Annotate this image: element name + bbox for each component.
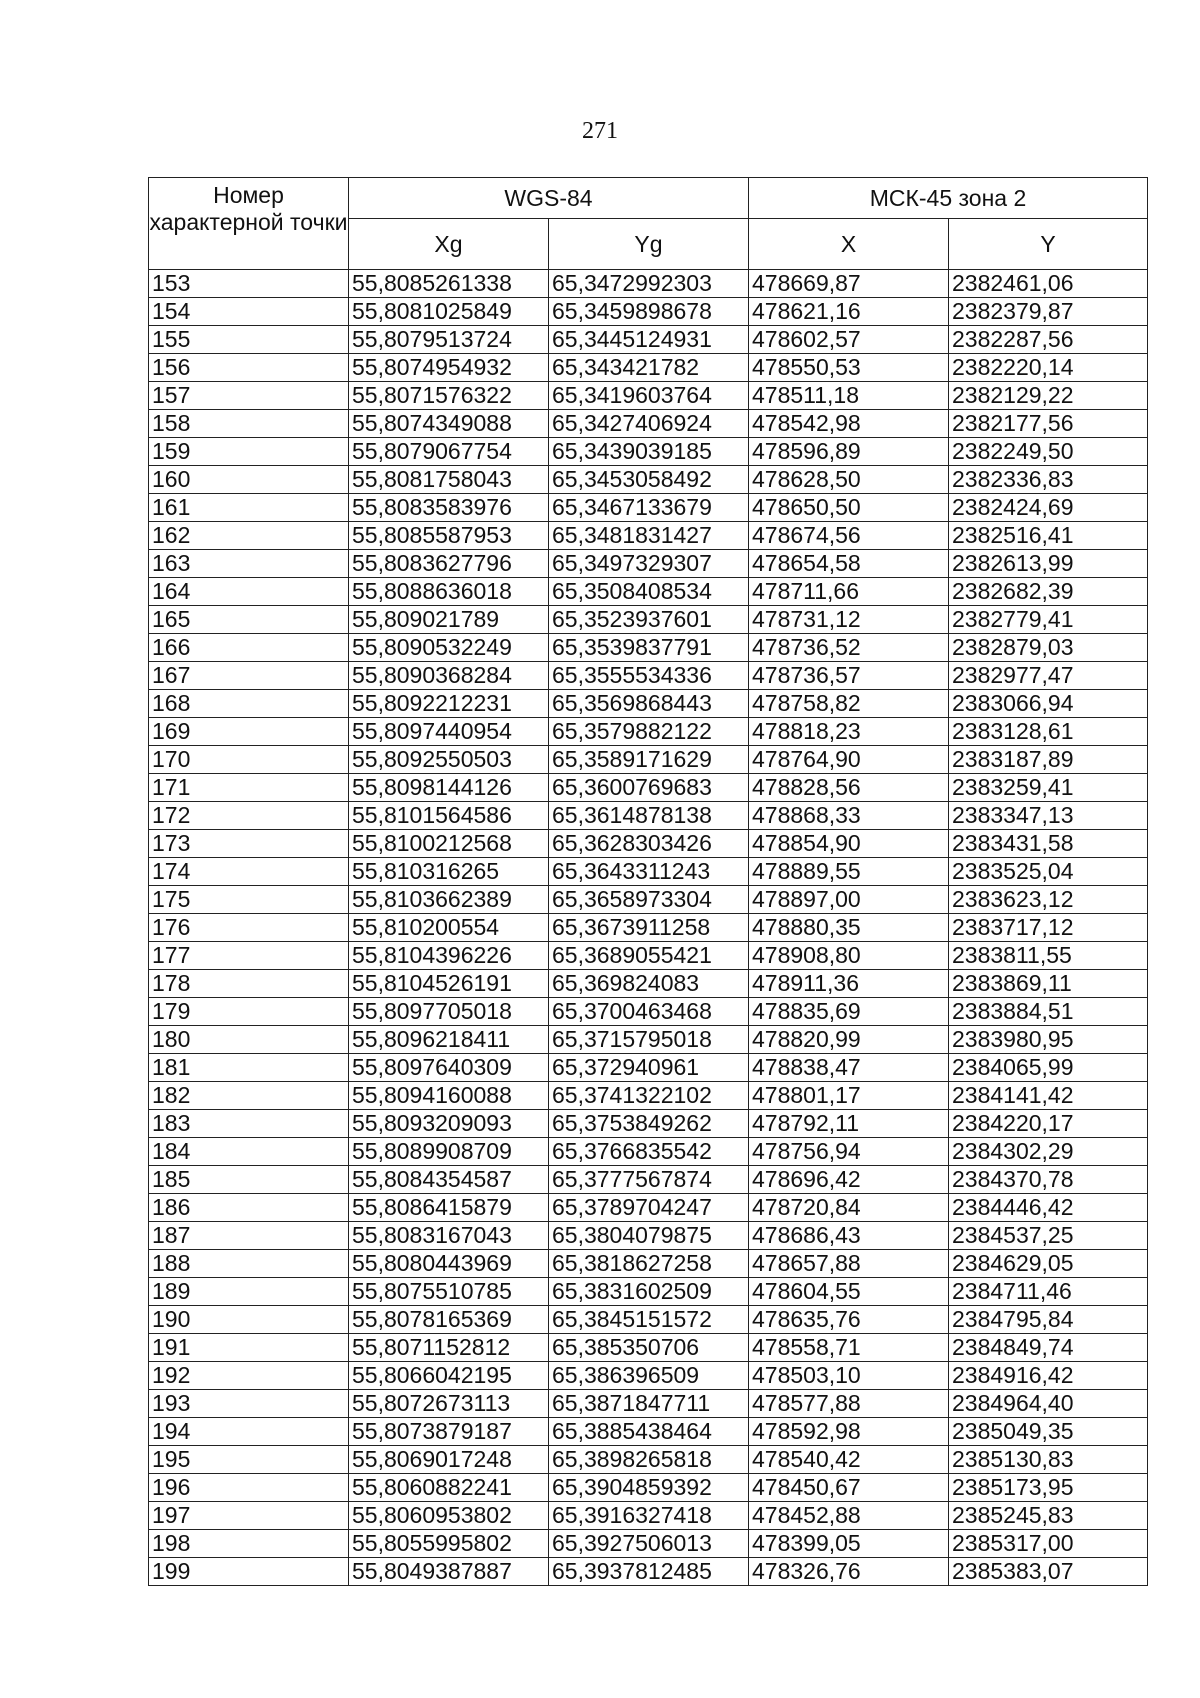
point-number-cell: 198 [149, 1530, 349, 1558]
xg-cell: 55,8104526191 [349, 970, 549, 998]
table-row [149, 998, 1148, 1026]
xg-cell: 55,8075510785 [349, 1278, 549, 1306]
point-number-cell: 196 [149, 1474, 349, 1502]
xg-cell: 55,8071152812 [349, 1334, 549, 1362]
yg-cell: 65,3689055421 [549, 942, 749, 970]
yg-cell: 65,3643311243 [549, 858, 749, 886]
point-number-cell: 184 [149, 1138, 349, 1166]
x-cell: 478503,10 [749, 1362, 949, 1390]
table-row [149, 1026, 1148, 1054]
point-number-cell: 176 [149, 914, 349, 942]
yg-cell: 65,3673911258 [549, 914, 749, 942]
table-row [149, 970, 1148, 998]
y-cell: 2382516,41 [949, 522, 1148, 550]
table-row [149, 1138, 1148, 1166]
xg-cell: 55,8089908709 [349, 1138, 549, 1166]
table-row [149, 1166, 1148, 1194]
yg-cell: 65,3916327418 [549, 1502, 749, 1530]
yg-cell: 65,3789704247 [549, 1194, 749, 1222]
x-cell: 478654,58 [749, 550, 949, 578]
x-cell: 478596,89 [749, 438, 949, 466]
x-cell: 478897,00 [749, 886, 949, 914]
point-number-cell: 175 [149, 886, 349, 914]
x-cell: 478558,71 [749, 1334, 949, 1362]
table-row [149, 802, 1148, 830]
y-cell: 2384849,74 [949, 1334, 1148, 1362]
x-column-header: X [749, 219, 949, 270]
xg-cell: 55,8049387887 [349, 1558, 549, 1586]
xg-column-header: Xg [349, 219, 549, 270]
msk45-group-header: МСК-45 зона 2 [749, 178, 1148, 219]
xg-cell: 55,8097640309 [349, 1054, 549, 1082]
x-cell: 478854,90 [749, 830, 949, 858]
table-row [149, 1390, 1148, 1418]
x-cell: 478550,53 [749, 354, 949, 382]
yg-cell: 65,3927506013 [549, 1530, 749, 1558]
x-cell: 478628,50 [749, 466, 949, 494]
y-cell: 2383980,95 [949, 1026, 1148, 1054]
table-row [149, 550, 1148, 578]
y-cell: 2382779,41 [949, 606, 1148, 634]
yg-cell: 65,3569868443 [549, 690, 749, 718]
x-cell: 478540,42 [749, 1446, 949, 1474]
y-cell: 2383811,55 [949, 942, 1148, 970]
yg-cell: 65,3818627258 [549, 1250, 749, 1278]
yg-cell: 65,3589171629 [549, 746, 749, 774]
x-cell: 478577,88 [749, 1390, 949, 1418]
x-cell: 478756,94 [749, 1138, 949, 1166]
x-cell: 478731,12 [749, 606, 949, 634]
xg-cell: 55,809021789 [349, 606, 549, 634]
xg-cell: 55,8098144126 [349, 774, 549, 802]
table-row [149, 410, 1148, 438]
x-cell: 478650,50 [749, 494, 949, 522]
yg-cell: 65,3523937601 [549, 606, 749, 634]
yg-cell: 65,3777567874 [549, 1166, 749, 1194]
yg-cell: 65,3508408534 [549, 578, 749, 606]
xg-cell: 55,8069017248 [349, 1446, 549, 1474]
table-row [149, 718, 1148, 746]
y-cell: 2382613,99 [949, 550, 1148, 578]
yg-cell: 65,3804079875 [549, 1222, 749, 1250]
x-cell: 478736,52 [749, 634, 949, 662]
y-cell: 2384065,99 [949, 1054, 1148, 1082]
table-row [149, 1334, 1148, 1362]
x-cell: 478669,87 [749, 270, 949, 298]
point-number-cell: 189 [149, 1278, 349, 1306]
table-row [149, 1558, 1148, 1586]
yg-cell: 65,3459898678 [549, 298, 749, 326]
y-cell: 2382336,83 [949, 466, 1148, 494]
point-number-cell: 174 [149, 858, 349, 886]
y-cell: 2384370,78 [949, 1166, 1148, 1194]
table-row [149, 1082, 1148, 1110]
y-cell: 2384629,05 [949, 1250, 1148, 1278]
yg-cell: 65,3628303426 [549, 830, 749, 858]
y-cell: 2382879,03 [949, 634, 1148, 662]
point-number-cell: 167 [149, 662, 349, 690]
yg-cell: 65,3427406924 [549, 410, 749, 438]
table-row [149, 1530, 1148, 1558]
yg-cell: 65,3600769683 [549, 774, 749, 802]
yg-cell: 65,385350706 [549, 1334, 749, 1362]
x-cell: 478764,90 [749, 746, 949, 774]
x-cell: 478792,11 [749, 1110, 949, 1138]
point-number-cell: 162 [149, 522, 349, 550]
table-row [149, 1194, 1148, 1222]
xg-cell: 55,8092212231 [349, 690, 549, 718]
table-row [149, 1362, 1148, 1390]
point-number-cell: 171 [149, 774, 349, 802]
xg-cell: 55,8060882241 [349, 1474, 549, 1502]
x-cell: 478635,76 [749, 1306, 949, 1334]
x-cell: 478592,98 [749, 1418, 949, 1446]
yg-cell: 65,3766835542 [549, 1138, 749, 1166]
yg-cell: 65,3555534336 [549, 662, 749, 690]
xg-cell: 55,8060953802 [349, 1502, 549, 1530]
point-number-cell: 195 [149, 1446, 349, 1474]
table-row [149, 606, 1148, 634]
y-cell: 2383525,04 [949, 858, 1148, 886]
table-row [149, 1278, 1148, 1306]
yg-cell: 65,369824083 [549, 970, 749, 998]
table-row [149, 886, 1148, 914]
y-cell: 2383066,94 [949, 690, 1148, 718]
y-cell: 2383128,61 [949, 718, 1148, 746]
point-number-cell: 172 [149, 802, 349, 830]
table-row [149, 942, 1148, 970]
y-cell: 2385245,83 [949, 1502, 1148, 1530]
yg-cell: 65,3715795018 [549, 1026, 749, 1054]
y-cell: 2385173,95 [949, 1474, 1148, 1502]
y-cell: 2384795,84 [949, 1306, 1148, 1334]
x-cell: 478602,57 [749, 326, 949, 354]
y-cell: 2384446,42 [949, 1194, 1148, 1222]
xg-cell: 55,8071576322 [349, 382, 549, 410]
y-cell: 2383623,12 [949, 886, 1148, 914]
y-cell: 2384916,42 [949, 1362, 1148, 1390]
xg-cell: 55,8085261338 [349, 270, 549, 298]
yg-cell: 65,3539837791 [549, 634, 749, 662]
y-cell: 2382129,22 [949, 382, 1148, 410]
xg-cell: 55,8090532249 [349, 634, 549, 662]
point-number-cell: 192 [149, 1362, 349, 1390]
xg-cell: 55,8086415879 [349, 1194, 549, 1222]
xg-cell: 55,8081025849 [349, 298, 549, 326]
x-cell: 478686,43 [749, 1222, 949, 1250]
yg-cell: 65,3831602509 [549, 1278, 749, 1306]
yg-cell: 65,3904859392 [549, 1474, 749, 1502]
point-number-cell: 194 [149, 1418, 349, 1446]
point-number-cell: 185 [149, 1166, 349, 1194]
xg-cell: 55,8085587953 [349, 522, 549, 550]
yg-cell: 65,3481831427 [549, 522, 749, 550]
xg-cell: 55,8080443969 [349, 1250, 549, 1278]
table-row [149, 746, 1148, 774]
table-row [149, 1418, 1148, 1446]
x-cell: 478542,98 [749, 410, 949, 438]
point-number-cell: 153 [149, 270, 349, 298]
y-cell: 2385317,00 [949, 1530, 1148, 1558]
y-cell: 2385383,07 [949, 1558, 1148, 1586]
point-number-cell: 183 [149, 1110, 349, 1138]
table-row [149, 522, 1148, 550]
xg-cell: 55,8103662389 [349, 886, 549, 914]
yg-cell: 65,3658973304 [549, 886, 749, 914]
yg-cell: 65,372940961 [549, 1054, 749, 1082]
x-cell: 478511,18 [749, 382, 949, 410]
y-cell: 2382977,47 [949, 662, 1148, 690]
y-cell: 2383347,13 [949, 802, 1148, 830]
x-cell: 478758,82 [749, 690, 949, 718]
table-row [149, 270, 1148, 298]
y-cell: 2382287,56 [949, 326, 1148, 354]
point-number-cell: 170 [149, 746, 349, 774]
y-cell: 2384302,29 [949, 1138, 1148, 1166]
yg-cell: 65,3871847711 [549, 1390, 749, 1418]
x-cell: 478711,66 [749, 578, 949, 606]
yg-cell: 65,3753849262 [549, 1110, 749, 1138]
y-cell: 2383187,89 [949, 746, 1148, 774]
point-number-cell: 163 [149, 550, 349, 578]
y-cell: 2384141,42 [949, 1082, 1148, 1110]
table-row [149, 438, 1148, 466]
yg-column-header: Yg [549, 219, 749, 270]
table-row [149, 1306, 1148, 1334]
y-cell: 2383884,51 [949, 998, 1148, 1026]
table-row [149, 1054, 1148, 1082]
xg-cell: 55,8055995802 [349, 1530, 549, 1558]
point-number-cell: 156 [149, 354, 349, 382]
xg-cell: 55,8096218411 [349, 1026, 549, 1054]
yg-cell: 65,3885438464 [549, 1418, 749, 1446]
point-number-cell: 155 [149, 326, 349, 354]
table-row [149, 466, 1148, 494]
table-row [149, 914, 1148, 942]
yg-cell: 65,3445124931 [549, 326, 749, 354]
table-row [149, 1474, 1148, 1502]
y-cell: 2383869,11 [949, 970, 1148, 998]
xg-cell: 55,8093209093 [349, 1110, 549, 1138]
xg-cell: 55,8083167043 [349, 1222, 549, 1250]
y-cell: 2385130,83 [949, 1446, 1148, 1474]
xg-cell: 55,8074954932 [349, 354, 549, 382]
point-number-cell: 158 [149, 410, 349, 438]
xg-cell: 55,8094160088 [349, 1082, 549, 1110]
point-number-cell: 154 [149, 298, 349, 326]
x-cell: 478736,57 [749, 662, 949, 690]
x-cell: 478908,80 [749, 942, 949, 970]
point-number-cell: 199 [149, 1558, 349, 1586]
x-cell: 478801,17 [749, 1082, 949, 1110]
point-number-cell: 159 [149, 438, 349, 466]
point-number-cell: 164 [149, 578, 349, 606]
x-cell: 478835,69 [749, 998, 949, 1026]
y-cell: 2384537,25 [949, 1222, 1148, 1250]
x-cell: 478720,84 [749, 1194, 949, 1222]
x-cell: 478621,16 [749, 298, 949, 326]
point-number-cell: 188 [149, 1250, 349, 1278]
y-cell: 2382424,69 [949, 494, 1148, 522]
point-number-cell: 191 [149, 1334, 349, 1362]
xg-cell: 55,8083627796 [349, 550, 549, 578]
table-row [149, 662, 1148, 690]
xg-cell: 55,8084354587 [349, 1166, 549, 1194]
yg-cell: 65,3467133679 [549, 494, 749, 522]
xg-cell: 55,8073879187 [349, 1418, 549, 1446]
point-number-cell: 181 [149, 1054, 349, 1082]
yg-cell: 65,3700463468 [549, 998, 749, 1026]
point-number-cell: 197 [149, 1502, 349, 1530]
x-cell: 478399,05 [749, 1530, 949, 1558]
y-cell: 2382249,50 [949, 438, 1148, 466]
yg-cell: 65,3472992303 [549, 270, 749, 298]
point-number-cell: 187 [149, 1222, 349, 1250]
xg-cell: 55,8081758043 [349, 466, 549, 494]
point-number-cell: 161 [149, 494, 349, 522]
point-number-cell: 180 [149, 1026, 349, 1054]
xg-cell: 55,8101564586 [349, 802, 549, 830]
x-cell: 478452,88 [749, 1502, 949, 1530]
yg-cell: 65,343421782 [549, 354, 749, 382]
xg-cell: 55,8092550503 [349, 746, 549, 774]
y-cell: 2383259,41 [949, 774, 1148, 802]
y-cell: 2382682,39 [949, 578, 1148, 606]
yg-cell: 65,3579882122 [549, 718, 749, 746]
yg-cell: 65,386396509 [549, 1362, 749, 1390]
x-cell: 478880,35 [749, 914, 949, 942]
table-row [149, 494, 1148, 522]
xg-cell: 55,810316265 [349, 858, 549, 886]
table-body [149, 270, 1148, 1586]
xg-cell: 55,8097440954 [349, 718, 549, 746]
xg-cell: 55,8090368284 [349, 662, 549, 690]
point-number-cell: 177 [149, 942, 349, 970]
table-row [149, 1110, 1148, 1138]
xg-cell: 55,810200554 [349, 914, 549, 942]
x-cell: 478828,56 [749, 774, 949, 802]
table-row [149, 354, 1148, 382]
point-number-cell: 165 [149, 606, 349, 634]
table-row [149, 1222, 1148, 1250]
yg-cell: 65,3898265818 [549, 1446, 749, 1474]
xg-cell: 55,8079513724 [349, 326, 549, 354]
y-cell: 2384711,46 [949, 1278, 1148, 1306]
table-row [149, 830, 1148, 858]
yg-cell: 65,3741322102 [549, 1082, 749, 1110]
y-cell: 2383717,12 [949, 914, 1148, 942]
point-number-cell: 178 [149, 970, 349, 998]
y-cell: 2382220,14 [949, 354, 1148, 382]
yg-cell: 65,3453058492 [549, 466, 749, 494]
yg-cell: 65,3419603764 [549, 382, 749, 410]
x-cell: 478911,36 [749, 970, 949, 998]
yg-cell: 65,3439039185 [549, 438, 749, 466]
y-cell: 2382461,06 [949, 270, 1148, 298]
xg-cell: 55,8066042195 [349, 1362, 549, 1390]
table-row [149, 1446, 1148, 1474]
x-cell: 478696,42 [749, 1166, 949, 1194]
point-number-cell: 168 [149, 690, 349, 718]
x-cell: 478604,55 [749, 1278, 949, 1306]
point-number-cell: 160 [149, 466, 349, 494]
point-number-cell: 173 [149, 830, 349, 858]
point-number-cell: 182 [149, 1082, 349, 1110]
table-row [149, 858, 1148, 886]
page-number: 271 [582, 118, 618, 144]
x-cell: 478450,67 [749, 1474, 949, 1502]
x-cell: 478657,88 [749, 1250, 949, 1278]
xg-cell: 55,8074349088 [349, 410, 549, 438]
y-column-header: Y [949, 219, 1148, 270]
table-row [149, 1250, 1148, 1278]
xg-cell: 55,8078165369 [349, 1306, 549, 1334]
point-number-cell: 169 [149, 718, 349, 746]
table-row [149, 578, 1148, 606]
yg-cell: 65,3845151572 [549, 1306, 749, 1334]
table-row [149, 634, 1148, 662]
xg-cell: 55,8100212568 [349, 830, 549, 858]
yg-cell: 65,3497329307 [549, 550, 749, 578]
coordinates-table [148, 177, 1148, 1586]
point-number-cell: 193 [149, 1390, 349, 1418]
xg-cell: 55,8079067754 [349, 438, 549, 466]
x-cell: 478674,56 [749, 522, 949, 550]
point-number-cell: 179 [149, 998, 349, 1026]
point-number-cell: 157 [149, 382, 349, 410]
xg-cell: 55,8097705018 [349, 998, 549, 1026]
xg-cell: 55,8104396226 [349, 942, 549, 970]
wgs84-group-header: WGS-84 [349, 178, 749, 219]
y-cell: 2384964,40 [949, 1390, 1148, 1418]
x-cell: 478868,33 [749, 802, 949, 830]
y-cell: 2382379,87 [949, 298, 1148, 326]
point-number-header: Номер характерной точки [149, 178, 349, 270]
xg-cell: 55,8083583976 [349, 494, 549, 522]
x-cell: 478838,47 [749, 1054, 949, 1082]
yg-cell: 65,3614878138 [549, 802, 749, 830]
table-row [149, 774, 1148, 802]
table-row [149, 326, 1148, 354]
y-cell: 2383431,58 [949, 830, 1148, 858]
yg-cell: 65,3937812485 [549, 1558, 749, 1586]
y-cell: 2384220,17 [949, 1110, 1148, 1138]
x-cell: 478818,23 [749, 718, 949, 746]
table-row [149, 690, 1148, 718]
table-row [149, 1502, 1148, 1530]
x-cell: 478889,55 [749, 858, 949, 886]
point-number-cell: 186 [149, 1194, 349, 1222]
point-number-cell: 166 [149, 634, 349, 662]
y-cell: 2385049,35 [949, 1418, 1148, 1446]
table-row [149, 298, 1148, 326]
x-cell: 478820,99 [749, 1026, 949, 1054]
xg-cell: 55,8088636018 [349, 578, 549, 606]
xg-cell: 55,8072673113 [349, 1390, 549, 1418]
table-header [149, 178, 1148, 270]
x-cell: 478326,76 [749, 1558, 949, 1586]
point-number-cell: 190 [149, 1306, 349, 1334]
table-row [149, 382, 1148, 410]
y-cell: 2382177,56 [949, 410, 1148, 438]
